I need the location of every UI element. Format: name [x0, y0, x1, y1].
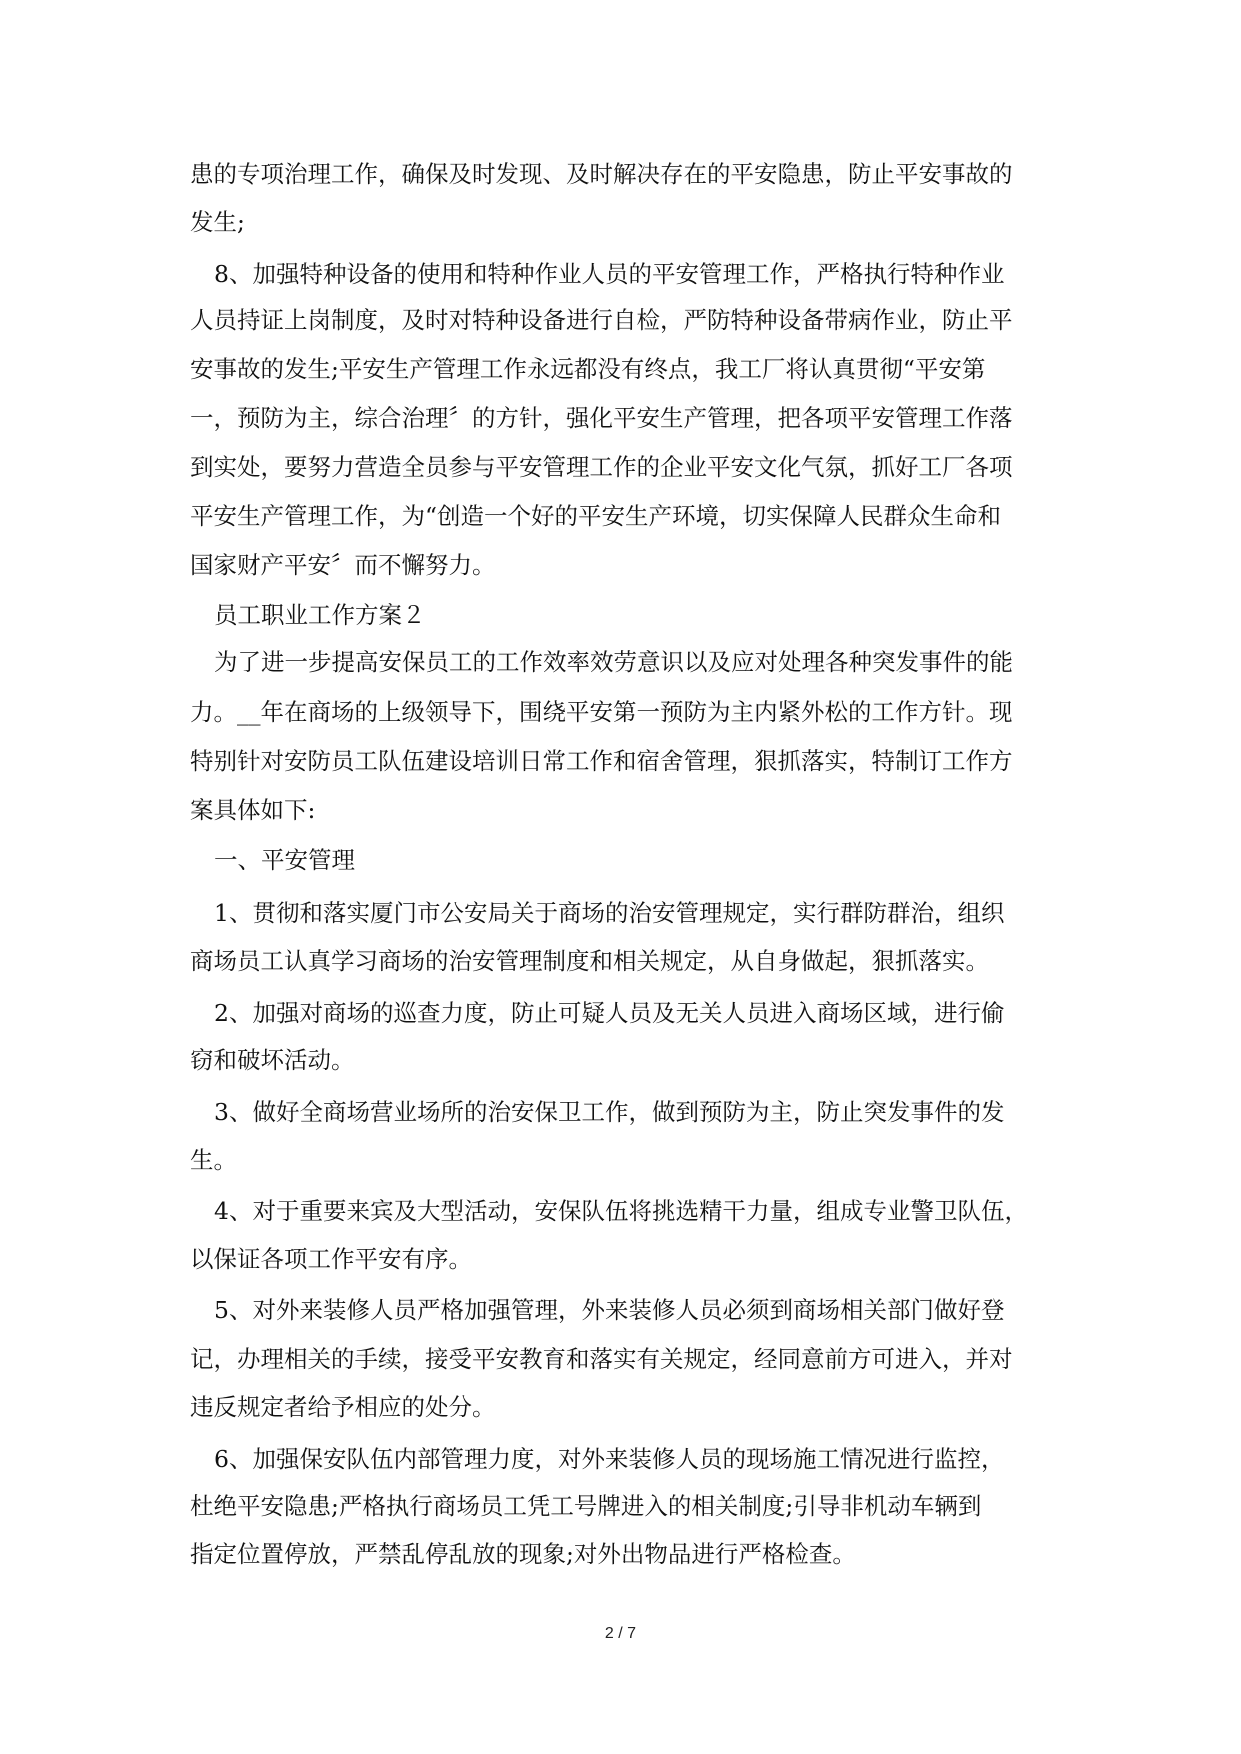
text-line: 力。__年在商场的上级领导下，围绕平安第一预防为主内紧外松的工作方针。现: [190, 698, 1013, 726]
text-line: 4、对于重要来宾及大型活动，安保队伍将挑选精干力量，组成专业警卫队伍，: [214, 1197, 1028, 1225]
text-line: 杜绝平安隐患;严格执行商场员工凭工号牌进入的相关制度;引导非机动车辆到: [190, 1492, 982, 1520]
text-line: 生。: [190, 1146, 237, 1174]
text-line: 国家财产平安〞而不懈努力。: [190, 551, 496, 579]
text-line: 安事故的发生;平安生产管理工作永远都没有终点，我工厂将认真贯彻“平安第: [190, 355, 986, 383]
text-line: 人员持证上岗制度，及时对特种设备进行自检，严防特种设备带病作业，防止平: [190, 306, 1013, 334]
text-line: 8、加强特种设备的使用和特种作业人员的平安管理工作，严格执行特种作业: [214, 260, 1005, 288]
section-heading: 一、平安管理: [214, 846, 355, 874]
text-line: 6、加强保安队伍内部管理力度，对外来装修人员的现场施工情况进行监控，: [214, 1445, 1005, 1473]
text-line: 5、对外来装修人员严格加强管理，外来装修人员必须到商场相关部门做好登: [214, 1296, 1005, 1324]
text-line: 特别针对安防员工队伍建设培训日常工作和宿舍管理，狠抓落实，特制订工作方: [190, 747, 1013, 775]
text-line: 指定位置停放，严禁乱停乱放的现象;对外出物品进行严格检查。: [190, 1540, 856, 1568]
text-line: 3、做好全商场营业场所的治安保卫工作，做到预防为主，防止突发事件的发: [214, 1098, 1005, 1126]
text-line: 发生;: [190, 208, 245, 236]
page-number: 2 / 7: [604, 1625, 637, 1642]
text-line: 到实处，要努力营造全员参与平安管理工作的企业平安文化气氛，抓好工厂各项: [190, 453, 1013, 481]
text-line: 商场员工认真学习商场的治安管理制度和相关规定，从自身做起，狠抓落实。: [190, 947, 989, 975]
text-line: 违反规定者给予相应的处分。: [190, 1393, 496, 1421]
text-line: 2、加强对商场的巡查力度，防止可疑人员及无关人员进入商场区域，进行偷: [214, 999, 1005, 1027]
text-line: 平安生产管理工作，为“创造一个好的平安生产环境，切实保障人民群众生命和: [190, 502, 1002, 530]
text-line: 一，预防为主，综合治理〞的方针，强化平安生产管理，把各项平安管理工作落: [190, 404, 1013, 432]
text-line: 窃和破坏活动。: [190, 1046, 355, 1074]
text-line: 1、贯彻和落实厦门市公安局关于商场的治安管理规定，实行群防群治，组织: [214, 899, 1005, 927]
text-line: 记，办理相关的手续，接受平安教育和落实有关规定，经同意前方可进入，并对: [190, 1345, 1013, 1373]
text-line: 为了进一步提高安保员工的工作效率效劳意识以及应对处理各种突发事件的能: [214, 648, 1013, 676]
text-line: 案具体如下:: [190, 796, 316, 824]
text-line: 以保证各项工作平安有序。: [190, 1245, 472, 1273]
section-heading: 员工职业工作方案２: [214, 601, 426, 629]
text-line: 患的专项治理工作，确保及时发现、及时解决存在的平安隐患，防止平安事故的: [190, 160, 1013, 188]
